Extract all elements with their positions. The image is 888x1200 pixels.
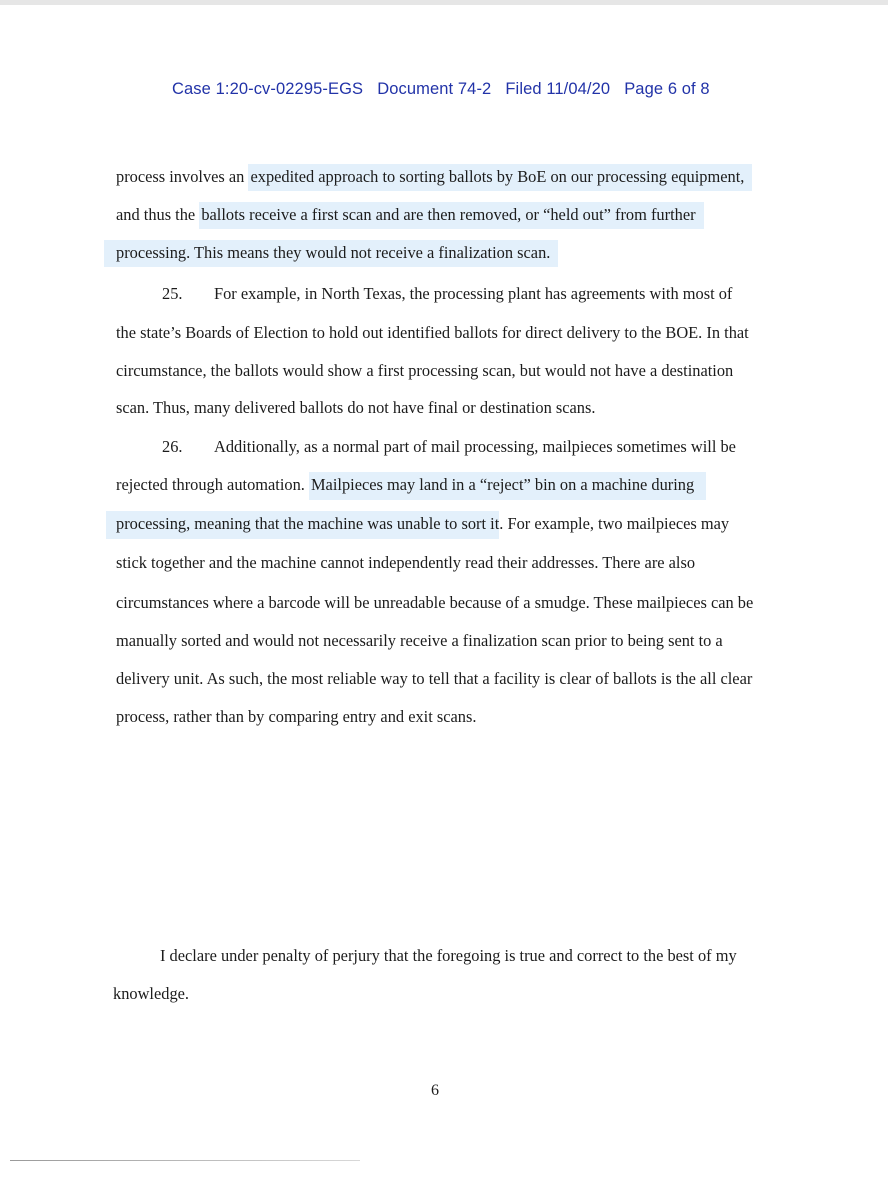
paragraph-26-line-4: stick together and the machine cannot independently read their addresses. There are also [116,553,696,572]
page-of-pages: Page 6 of 8 [624,80,710,98]
page-number: 6 [431,1082,439,1099]
paragraph-26-line-8: process, rather than by comparing entry and exit scans. [116,707,477,726]
declaration-line-1: I declare under penalty of perjury that the foregoing is true and correct to the best of my [160,946,737,965]
paragraph-25-line-4: scan. Thus, many delivered ballots do not have final or destination scans. [116,398,596,417]
declaration-line-2: knowledge. [113,984,190,1003]
paragraph-25-line-1: For example, in North Texas, the processing plant has agreements with most of [214,284,733,303]
paragraph-26-line-7: delivery unit. As such, the most reliable way to tell that a facility is clear of ballots is the all clear [116,669,753,688]
paragraph-26-line-3: processing, meaning that the machine was unable to sort it. For example, two mailpieces may [116,513,729,535]
highlight-4: Mailpieces may land in a “reject” bin on a machine during [309,472,706,500]
paragraph-26-number: 26. [162,437,183,456]
paragraph-26-line-1: Additionally, as a normal part of mail processing, mailpieces sometimes will be [214,437,736,456]
paragraph-25-line-3: circumstance, the ballots would show a first processing scan, but would not have a destination [116,361,734,380]
case-header [172,80,710,99]
highlight-1: expedited approach to sorting ballots by BoE on our processing equipment, [248,164,752,191]
highlight-5: processing, meaning that the machine was unable to sort it [106,511,499,539]
paragraph-25-line-2: the state’s Boards of Election to hold out identified ballots for direct delivery to the BOE. In that [116,323,749,342]
body-line-1: process involves an expedited approach to sorting ballots by BoE on our processing equipment, [116,166,752,188]
document-number: Document 74-2 [377,80,492,98]
paragraph-26-line-5: circumstances where a barcode will be unreadable because of a smudge. These mailpieces can be [116,593,754,612]
highlight-2: ballots receive a first scan and are then removed, or “held out” from further [199,202,703,229]
filed-date: Filed 11/04/20 [505,80,611,98]
body-line-2: and thus the ballots receive a first scan and are then removed, or “held out” from further [116,204,704,226]
paragraph-26-line-6: manually sorted and would not necessarily receive a finalization scan prior to being sent to a [116,631,723,650]
top-shade [0,0,888,5]
paragraph-26-line-2: rejected through automation. Mailpieces may land in a “reject” bin on a machine during [116,474,706,496]
highlight-3: processing. This means they would not receive a finalization scan. [104,240,558,267]
paragraph-25-number: 25. [162,284,183,303]
bottom-rule [10,1160,360,1161]
case-number: Case 1:20-cv-02295-EGS [172,80,364,98]
body-line-3 [116,242,558,264]
